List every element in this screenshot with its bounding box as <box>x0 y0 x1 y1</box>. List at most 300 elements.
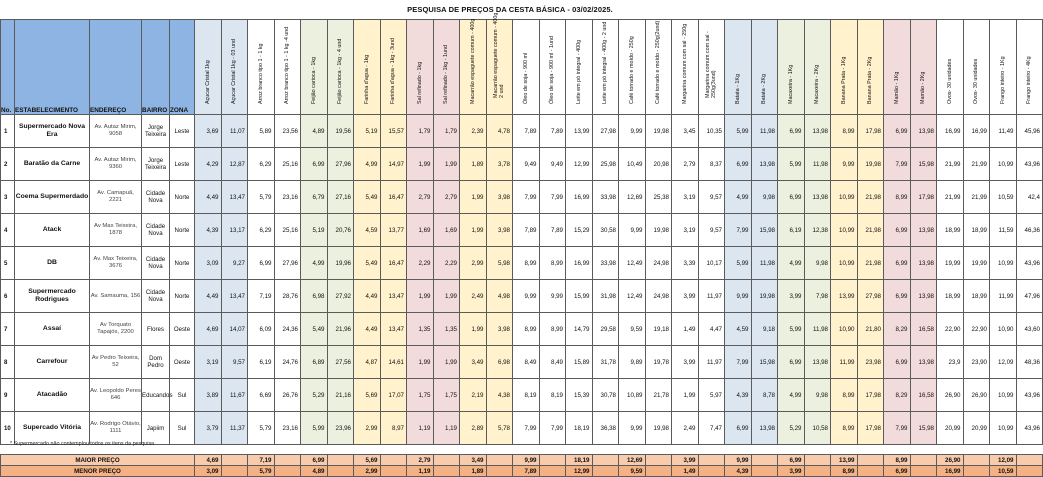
price-cell[interactable]: 5,19 <box>354 115 381 148</box>
price-cell[interactable]: 9,99 <box>539 280 566 313</box>
price-cell[interactable]: 2,39 <box>460 115 487 148</box>
price-cell[interactable]: 23,98 <box>857 346 884 379</box>
price-cell[interactable]: 19,18 <box>645 313 672 346</box>
price-cell[interactable]: 15,57 <box>380 115 407 148</box>
price-cell[interactable]: 13,47 <box>221 181 248 214</box>
maior-preco-cell[interactable] <box>327 455 354 466</box>
price-cell[interactable]: 5,49 <box>354 181 381 214</box>
menor-preco-cell[interactable] <box>274 466 301 477</box>
maior-preco-cell[interactable] <box>645 455 672 466</box>
price-cell[interactable]: 21,99 <box>937 181 964 214</box>
price-cell[interactable]: 7,98 <box>804 280 831 313</box>
store-address[interactable]: Av. Autaz Mirim, 9058 <box>90 115 142 148</box>
price-cell[interactable]: 26,90 <box>937 379 964 412</box>
price-cell[interactable]: 7,89 <box>539 214 566 247</box>
store-bairro[interactable]: Cidade Nova <box>142 214 170 247</box>
store-zona[interactable]: Leste <box>170 115 195 148</box>
maior-preco-cell[interactable]: 2,79 <box>407 455 434 466</box>
price-cell[interactable]: 13,17 <box>221 214 248 247</box>
price-cell[interactable]: 11,97 <box>698 346 725 379</box>
price-cell[interactable]: 13,98 <box>751 412 778 445</box>
maior-preco-cell[interactable] <box>751 455 778 466</box>
price-cell[interactable]: 31,78 <box>592 346 619 379</box>
price-cell[interactable]: 8,49 <box>513 346 540 379</box>
price-cell[interactable]: 8,99 <box>884 181 911 214</box>
price-cell[interactable]: 7,47 <box>698 412 725 445</box>
price-cell[interactable]: 6,29 <box>248 148 275 181</box>
price-cell[interactable]: 8,29 <box>884 313 911 346</box>
menor-preco-cell[interactable]: 6,99 <box>884 466 911 477</box>
price-cell[interactable]: 16,58 <box>910 379 937 412</box>
price-cell[interactable]: 5,49 <box>301 313 328 346</box>
price-cell[interactable]: 26,76 <box>274 379 301 412</box>
price-cell[interactable]: 15,89 <box>566 346 593 379</box>
store-bairro[interactable]: Dom Pedro <box>142 346 170 379</box>
price-cell[interactable]: 21,98 <box>857 214 884 247</box>
store-bairro[interactable]: Flores <box>142 313 170 346</box>
price-cell[interactable]: 6,99 <box>778 115 805 148</box>
price-cell[interactable]: 13,98 <box>910 214 937 247</box>
store-bairro[interactable]: Jorge Teixeira <box>142 115 170 148</box>
menor-preco-cell[interactable] <box>645 466 672 477</box>
maior-preco-cell[interactable]: 6,99 <box>301 455 328 466</box>
store-name[interactable]: Baratão da Carne <box>15 148 90 181</box>
price-cell[interactable]: 9,98 <box>804 247 831 280</box>
price-cell[interactable]: 2,19 <box>460 379 487 412</box>
price-cell[interactable]: 27,98 <box>857 280 884 313</box>
price-cell[interactable]: 12,09 <box>990 346 1017 379</box>
price-cell[interactable]: 8,37 <box>698 148 725 181</box>
price-cell[interactable]: 2,49 <box>672 412 699 445</box>
price-cell[interactable]: 4,49 <box>354 280 381 313</box>
price-cell[interactable]: 25,16 <box>274 148 301 181</box>
price-cell[interactable]: 29,58 <box>592 313 619 346</box>
price-cell[interactable]: 7,89 <box>513 214 540 247</box>
price-cell[interactable]: 9,27 <box>221 247 248 280</box>
price-cell[interactable]: 1,99 <box>407 148 434 181</box>
maior-preco-cell[interactable]: 26,90 <box>937 455 964 466</box>
price-cell[interactable]: 5,49 <box>354 247 381 280</box>
price-cell[interactable]: 3,69 <box>195 115 222 148</box>
price-cell[interactable]: 11,98 <box>804 313 831 346</box>
price-cell[interactable]: 8,99 <box>539 247 566 280</box>
maior-preco-cell[interactable]: 12,09 <box>990 455 1017 466</box>
price-cell[interactable]: 23,96 <box>327 412 354 445</box>
price-cell[interactable]: 9,49 <box>513 148 540 181</box>
menor-preco-cell[interactable]: 10,59 <box>990 466 1017 477</box>
price-cell[interactable]: 5,98 <box>486 247 513 280</box>
menor-preco-cell[interactable]: 5,79 <box>248 466 275 477</box>
price-cell[interactable]: 3,19 <box>672 181 699 214</box>
maior-preco-cell[interactable]: 3,99 <box>672 455 699 466</box>
price-cell[interactable]: 3,79 <box>195 412 222 445</box>
price-cell[interactable]: 1,79 <box>407 115 434 148</box>
price-cell[interactable]: 10,59 <box>990 181 1017 214</box>
maior-preco-cell[interactable]: 8,99 <box>884 455 911 466</box>
price-cell[interactable]: 4,99 <box>778 379 805 412</box>
menor-preco-cell[interactable] <box>857 466 884 477</box>
price-cell[interactable]: 5,79 <box>248 412 275 445</box>
price-cell[interactable]: 8,99 <box>831 412 858 445</box>
menor-preco-cell[interactable] <box>433 466 460 477</box>
price-cell[interactable]: 22,90 <box>963 313 990 346</box>
price-cell[interactable]: 12,99 <box>566 148 593 181</box>
menor-preco-cell[interactable]: 1,89 <box>460 466 487 477</box>
price-cell[interactable]: 12,69 <box>619 181 646 214</box>
price-cell[interactable]: 13,98 <box>910 115 937 148</box>
price-cell[interactable]: 6,19 <box>248 346 275 379</box>
price-cell[interactable]: 12,49 <box>619 247 646 280</box>
price-cell[interactable]: 5,19 <box>301 214 328 247</box>
store-zona[interactable]: Oeste <box>170 313 195 346</box>
price-cell[interactable]: 18,99 <box>963 280 990 313</box>
price-cell[interactable]: 1,49 <box>672 313 699 346</box>
price-cell[interactable]: 19,98 <box>857 148 884 181</box>
store-zona[interactable]: Sul <box>170 412 195 445</box>
price-cell[interactable]: 10,99 <box>990 247 1017 280</box>
price-cell[interactable]: 1,35 <box>433 313 460 346</box>
store-zona[interactable]: Oeste <box>170 346 195 379</box>
store-bairro[interactable]: Jorge Teixeira <box>142 148 170 181</box>
store-address[interactable]: Av. Samauma, 156 <box>90 280 142 313</box>
price-cell[interactable]: 18,99 <box>937 214 964 247</box>
maior-preco-cell[interactable]: 7,19 <box>248 455 275 466</box>
price-cell[interactable]: 8,19 <box>513 379 540 412</box>
price-cell[interactable]: 5,97 <box>698 379 725 412</box>
price-cell[interactable]: 23,16 <box>274 181 301 214</box>
price-cell[interactable]: 1,99 <box>460 313 487 346</box>
price-cell[interactable]: 3,19 <box>672 214 699 247</box>
price-cell[interactable]: 4,39 <box>195 214 222 247</box>
price-cell[interactable]: 11,98 <box>751 247 778 280</box>
price-cell[interactable]: 11,98 <box>751 115 778 148</box>
price-cell[interactable]: 15,98 <box>751 346 778 379</box>
price-cell[interactable]: 3,98 <box>486 313 513 346</box>
price-cell[interactable]: 26,90 <box>963 379 990 412</box>
price-cell[interactable]: 8,99 <box>513 247 540 280</box>
price-cell[interactable]: 27,98 <box>592 115 619 148</box>
menor-preco-cell[interactable]: 12,99 <box>566 466 593 477</box>
row-number[interactable]: 6 <box>1 280 15 313</box>
price-cell[interactable]: 36,38 <box>592 412 619 445</box>
price-cell[interactable]: 17,98 <box>910 181 937 214</box>
price-cell[interactable]: 7,99 <box>884 148 911 181</box>
price-cell[interactable]: 4,87 <box>354 346 381 379</box>
price-cell[interactable]: 11,99 <box>990 280 1017 313</box>
store-name[interactable]: Supermercado Rodrigues <box>15 280 90 313</box>
price-cell[interactable]: 30,78 <box>592 379 619 412</box>
price-cell[interactable]: 1,99 <box>460 214 487 247</box>
price-cell[interactable]: 19,96 <box>327 247 354 280</box>
price-cell[interactable]: 13,98 <box>804 181 831 214</box>
price-cell[interactable]: 13,99 <box>566 115 593 148</box>
price-cell[interactable]: 27,16 <box>327 181 354 214</box>
price-cell[interactable]: 19,56 <box>327 115 354 148</box>
maior-preco-cell[interactable]: 3,49 <box>460 455 487 466</box>
price-cell[interactable]: 5,79 <box>248 181 275 214</box>
price-cell[interactable]: 4,39 <box>725 379 752 412</box>
price-cell[interactable]: 2,29 <box>433 247 460 280</box>
price-cell[interactable]: 5,99 <box>725 247 752 280</box>
menor-preco-cell[interactable]: 7,89 <box>513 466 540 477</box>
price-cell[interactable]: 1,19 <box>433 412 460 445</box>
price-cell[interactable]: 19,98 <box>645 412 672 445</box>
price-cell[interactable]: 4,98 <box>486 280 513 313</box>
menor-preco-cell[interactable] <box>539 466 566 477</box>
store-bairro[interactable]: Cidade Nova <box>142 181 170 214</box>
price-cell[interactable]: 4,59 <box>725 313 752 346</box>
price-cell[interactable]: 6,29 <box>248 214 275 247</box>
price-cell[interactable]: 6,79 <box>301 181 328 214</box>
store-name[interactable]: Supermercado Nova Era <box>15 115 90 148</box>
store-name[interactable]: Atack <box>15 214 90 247</box>
price-cell[interactable]: 18,19 <box>566 412 593 445</box>
price-cell[interactable]: 9,89 <box>619 346 646 379</box>
maior-preco-cell[interactable]: 18,19 <box>566 455 593 466</box>
price-cell[interactable]: 9,98 <box>751 181 778 214</box>
price-cell[interactable]: 1,99 <box>433 280 460 313</box>
price-cell[interactable]: 17,07 <box>380 379 407 412</box>
price-cell[interactable]: 6,98 <box>486 346 513 379</box>
store-zona[interactable]: Sul <box>170 379 195 412</box>
maior-preco-cell[interactable] <box>804 455 831 466</box>
price-cell[interactable]: 24,98 <box>645 280 672 313</box>
price-cell[interactable]: 20,76 <box>327 214 354 247</box>
price-cell[interactable]: 4,47 <box>698 313 725 346</box>
price-cell[interactable]: 15,98 <box>910 412 937 445</box>
price-cell[interactable]: 10,99 <box>831 214 858 247</box>
price-cell[interactable]: 11,99 <box>831 346 858 379</box>
row-number[interactable]: 9 <box>1 379 15 412</box>
price-cell[interactable]: 16,47 <box>380 247 407 280</box>
menor-preco-cell[interactable] <box>698 466 725 477</box>
price-cell[interactable]: 19,78 <box>645 346 672 379</box>
price-cell[interactable]: 18,99 <box>937 280 964 313</box>
price-cell[interactable]: 13,47 <box>380 313 407 346</box>
price-cell[interactable]: 15,99 <box>566 280 593 313</box>
price-cell[interactable]: 3,99 <box>778 280 805 313</box>
row-number[interactable]: 4 <box>1 214 15 247</box>
price-cell[interactable]: 9,98 <box>804 379 831 412</box>
price-cell[interactable]: 2,99 <box>460 247 487 280</box>
price-cell[interactable]: 48,36 <box>1016 346 1043 379</box>
maior-preco-cell[interactable] <box>486 455 513 466</box>
price-cell[interactable]: 8,99 <box>539 313 566 346</box>
price-cell[interactable]: 5,99 <box>725 115 752 148</box>
price-cell[interactable]: 21,98 <box>857 247 884 280</box>
price-cell[interactable]: 15,98 <box>910 148 937 181</box>
price-cell[interactable]: 4,99 <box>301 247 328 280</box>
menor-preco-cell[interactable]: 9,59 <box>619 466 646 477</box>
price-cell[interactable]: 18,99 <box>963 214 990 247</box>
price-cell[interactable]: 10,99 <box>990 379 1017 412</box>
price-cell[interactable]: 16,99 <box>937 115 964 148</box>
menor-preco-cell[interactable]: 8,99 <box>831 466 858 477</box>
store-address[interactable]: Av Pedro Teixeira, 52 <box>90 346 142 379</box>
price-cell[interactable]: 15,39 <box>566 379 593 412</box>
price-cell[interactable]: 3,99 <box>672 280 699 313</box>
price-cell[interactable]: 9,99 <box>831 148 858 181</box>
price-cell[interactable]: 4,49 <box>195 280 222 313</box>
price-cell[interactable]: 2,89 <box>460 412 487 445</box>
price-cell[interactable]: 1,99 <box>433 148 460 181</box>
price-cell[interactable]: 21,96 <box>327 313 354 346</box>
price-cell[interactable]: 5,29 <box>778 412 805 445</box>
price-cell[interactable]: 4,99 <box>725 181 752 214</box>
store-address[interactable]: Av. Leopoldo Peres 646 <box>90 379 142 412</box>
price-cell[interactable]: 25,98 <box>592 148 619 181</box>
store-address[interactable]: Av. Max Teixeira, 3676 <box>90 247 142 280</box>
price-cell[interactable]: 12,38 <box>804 214 831 247</box>
price-cell[interactable]: 7,99 <box>539 412 566 445</box>
price-cell[interactable]: 43,96 <box>1016 412 1043 445</box>
maior-preco-cell[interactable] <box>1016 455 1043 466</box>
price-cell[interactable]: 6,99 <box>301 148 328 181</box>
row-number[interactable]: 8 <box>1 346 15 379</box>
price-cell[interactable]: 2,29 <box>407 247 434 280</box>
store-address[interactable]: Av. Rodrigo Otávio, 1111 <box>90 412 142 445</box>
price-cell[interactable]: 21,98 <box>857 181 884 214</box>
price-cell[interactable]: 6,99 <box>778 346 805 379</box>
price-cell[interactable]: 20,99 <box>963 412 990 445</box>
price-cell[interactable]: 9,49 <box>539 148 566 181</box>
menor-preco-cell[interactable]: 2,99 <box>354 466 381 477</box>
maior-preco-cell[interactable]: 4,69 <box>195 455 222 466</box>
maior-preco-cell[interactable] <box>274 455 301 466</box>
price-cell[interactable]: 3,49 <box>460 346 487 379</box>
price-cell[interactable]: 24,98 <box>645 247 672 280</box>
menor-preco-cell[interactable]: 16,99 <box>937 466 964 477</box>
price-cell[interactable]: 7,19 <box>248 280 275 313</box>
price-cell[interactable]: 6,98 <box>301 280 328 313</box>
price-cell[interactable]: 13,47 <box>380 280 407 313</box>
price-cell[interactable]: 43,96 <box>1016 379 1043 412</box>
price-cell[interactable]: 10,99 <box>990 412 1017 445</box>
price-cell[interactable]: 4,99 <box>778 247 805 280</box>
price-cell[interactable]: 33,98 <box>592 181 619 214</box>
price-cell[interactable]: 13,98 <box>804 346 831 379</box>
menor-preco-cell[interactable] <box>486 466 513 477</box>
price-cell[interactable]: 1,89 <box>460 148 487 181</box>
price-cell[interactable]: 2,79 <box>672 148 699 181</box>
price-cell[interactable]: 1,35 <box>407 313 434 346</box>
store-name[interactable]: Atacadão <box>15 379 90 412</box>
price-cell[interactable]: 6,99 <box>884 280 911 313</box>
store-name[interactable]: DB <box>15 247 90 280</box>
price-cell[interactable]: 13,77 <box>380 214 407 247</box>
menor-preco-cell[interactable] <box>963 466 990 477</box>
row-number[interactable]: 7 <box>1 313 15 346</box>
price-cell[interactable]: 6,69 <box>248 379 275 412</box>
store-bairro[interactable]: Japiim <box>142 412 170 445</box>
price-cell[interactable]: 16,99 <box>963 115 990 148</box>
price-cell[interactable]: 1,19 <box>407 412 434 445</box>
price-cell[interactable]: 6,19 <box>778 214 805 247</box>
price-cell[interactable]: 11,97 <box>698 280 725 313</box>
price-cell[interactable]: 21,80 <box>857 313 884 346</box>
price-cell[interactable]: 28,76 <box>274 280 301 313</box>
price-cell[interactable]: 9,99 <box>619 115 646 148</box>
price-cell[interactable]: 11,98 <box>804 148 831 181</box>
price-cell[interactable]: 8,49 <box>539 346 566 379</box>
menor-preco-cell[interactable] <box>327 466 354 477</box>
price-cell[interactable]: 24,76 <box>274 346 301 379</box>
menor-preco-cell[interactable]: 3,99 <box>778 466 805 477</box>
price-cell[interactable]: 1,79 <box>433 115 460 148</box>
price-cell[interactable]: 5,29 <box>301 379 328 412</box>
price-cell[interactable]: 10,58 <box>804 412 831 445</box>
price-cell[interactable]: 6,99 <box>884 346 911 379</box>
price-cell[interactable]: 11,59 <box>990 214 1017 247</box>
price-cell[interactable]: 6,99 <box>725 148 752 181</box>
price-cell[interactable]: 10,99 <box>990 148 1017 181</box>
price-cell[interactable]: 4,38 <box>486 379 513 412</box>
price-cell[interactable]: 14,07 <box>221 313 248 346</box>
price-cell[interactable]: 9,99 <box>619 214 646 247</box>
menor-preco-cell[interactable]: 1,49 <box>672 466 699 477</box>
price-cell[interactable]: 4,49 <box>354 313 381 346</box>
price-cell[interactable]: 8,97 <box>380 412 407 445</box>
price-cell[interactable]: 9,59 <box>619 313 646 346</box>
price-cell[interactable]: 7,99 <box>884 412 911 445</box>
price-cell[interactable]: 3,78 <box>486 148 513 181</box>
price-cell[interactable]: 1,75 <box>433 379 460 412</box>
maior-preco-cell[interactable] <box>698 455 725 466</box>
store-name[interactable]: Coema Supermerdado <box>15 181 90 214</box>
maior-preco-cell[interactable] <box>963 455 990 466</box>
price-cell[interactable]: 17,98 <box>857 115 884 148</box>
store-zona[interactable]: Norte <box>170 247 195 280</box>
price-cell[interactable]: 19,99 <box>937 247 964 280</box>
price-cell[interactable]: 3,89 <box>195 379 222 412</box>
store-bairro[interactable]: Educandos <box>142 379 170 412</box>
price-cell[interactable]: 42,4 <box>1016 181 1043 214</box>
price-cell[interactable]: 19,98 <box>645 214 672 247</box>
price-cell[interactable]: 6,99 <box>725 412 752 445</box>
menor-preco-cell[interactable] <box>804 466 831 477</box>
price-cell[interactable]: 3,19 <box>195 346 222 379</box>
maior-preco-cell[interactable] <box>380 455 407 466</box>
maior-preco-cell[interactable] <box>539 455 566 466</box>
price-cell[interactable]: 6,99 <box>778 181 805 214</box>
row-number[interactable]: 10 <box>1 412 15 445</box>
price-cell[interactable]: 11,67 <box>221 379 248 412</box>
row-number[interactable]: 1 <box>1 115 15 148</box>
price-cell[interactable]: 7,99 <box>539 181 566 214</box>
store-name[interactable]: Carrefour <box>15 346 90 379</box>
price-cell[interactable]: 7,99 <box>513 181 540 214</box>
price-cell[interactable]: 8,99 <box>831 115 858 148</box>
price-cell[interactable]: 4,78 <box>486 115 513 148</box>
maior-preco-cell[interactable]: 9,99 <box>513 455 540 466</box>
price-cell[interactable]: 11,07 <box>221 115 248 148</box>
price-cell[interactable]: 10,90 <box>990 313 1017 346</box>
price-cell[interactable]: 10,90 <box>831 313 858 346</box>
price-cell[interactable]: 17,98 <box>857 379 884 412</box>
price-cell[interactable]: 19,98 <box>751 280 778 313</box>
price-cell[interactable]: 1,75 <box>407 379 434 412</box>
price-cell[interactable]: 14,61 <box>380 346 407 379</box>
store-address[interactable]: Av. Autaz Mirim, 9360 <box>90 148 142 181</box>
price-cell[interactable]: 16,58 <box>910 313 937 346</box>
price-cell[interactable]: 1,99 <box>407 346 434 379</box>
store-name[interactable]: Supercado Vitória <box>15 412 90 445</box>
price-cell[interactable]: 13,98 <box>751 148 778 181</box>
price-cell[interactable]: 13,98 <box>804 115 831 148</box>
maior-preco-cell[interactable] <box>221 455 248 466</box>
price-cell[interactable]: 13,99 <box>831 280 858 313</box>
price-cell[interactable]: 21,99 <box>963 148 990 181</box>
